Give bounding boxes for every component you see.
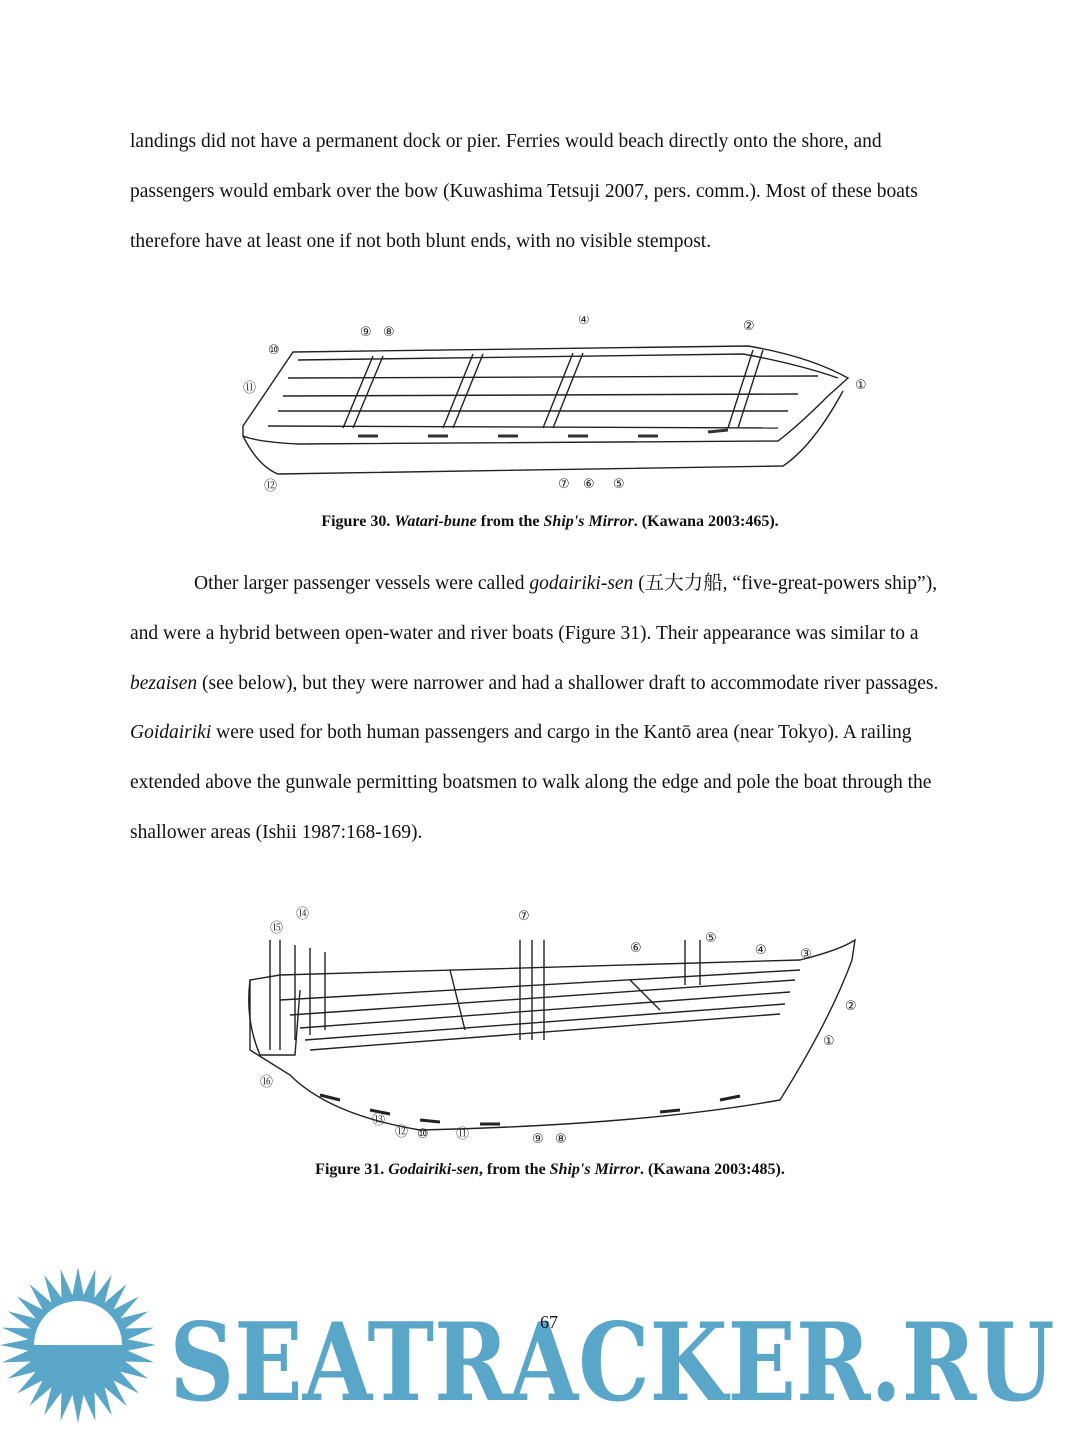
fig30-label-5: ⑤ <box>613 477 625 492</box>
fig31-label-16: ⑯ <box>260 1075 274 1090</box>
fig31-label-4: ④ <box>755 943 767 958</box>
figure-30-caption <box>0 513 1080 531</box>
figure-31-caption <box>0 1161 1080 1179</box>
seatracker-watermark <box>0 1265 1080 1425</box>
fig31-caption-2: Godairiki-sen <box>388 1161 479 1178</box>
fig30-label-1: ① <box>855 378 867 393</box>
fig31-caption-1: Figure 31. <box>315 1161 389 1178</box>
fig31-label-14: ⑭ <box>296 907 310 922</box>
fig31-label-2: ② <box>845 999 857 1014</box>
figure-31-godairiki-sen-drawing <box>240 900 870 1150</box>
p2-text-5: (see below), but they were narrower and had a shallower draft to accommodate river passages. <box>197 672 939 694</box>
figure-30-watari-bune-drawing <box>238 316 870 498</box>
fig30-label-2: ② <box>743 319 755 334</box>
p2-term-godairiki-sen: godairiki-sen <box>529 573 634 594</box>
fig30-label-7: ⑦ <box>558 477 570 492</box>
fig30-label-11: ⑪ <box>243 381 257 396</box>
fig31-label-15: ⑮ <box>270 921 284 936</box>
fig31-label-11: ⑪ <box>456 1127 470 1142</box>
fig30-label-9: ⑨ <box>360 325 372 340</box>
paragraph-2 <box>130 559 970 858</box>
p2-term-bezaisen: bezaisen <box>130 672 198 694</box>
fig31-caption-3: , from the <box>478 1161 550 1178</box>
fig30-label-10: ⑩ <box>268 343 280 358</box>
fig31-label-6-right: ⑥ <box>630 941 642 956</box>
watermark-text: SEATRACKER.RU <box>169 1300 1055 1425</box>
p2-text-3: (五大力船, “five-great-powers ship”), and were a hybrid between open-water and river boats (Figure 31). Their appearance was similar to a <box>130 573 938 644</box>
p2-term-goidairiki: Goidairiki <box>130 722 212 744</box>
fig31-label-9: ⑨ <box>532 1132 544 1147</box>
fig30-caption-1: Figure 30. <box>321 513 395 530</box>
fig31-label-13: ⑬ <box>372 1113 386 1128</box>
fig30-caption-5: . (Kawana 2003:465). <box>633 513 779 530</box>
paragraph-1: landings did not have a permanent dock or pier. Ferries would beach directly onto the shore, and passengers would embark over the bow (Kuwashima Tetsuji 2007, pers. comm.). Most of these boats therefore have at least one if not both blunt ends, with no visible stempost. <box>130 131 918 252</box>
fig30-label-6: ⑥ <box>583 477 595 492</box>
p2-text-1: Other larger passenger vessels were called <box>194 573 530 594</box>
fig30-caption-3: from the <box>476 513 544 530</box>
fig31-caption-4: Ship's Mirror <box>549 1161 640 1178</box>
sun-logo-icon <box>0 1267 156 1423</box>
fig31-label-5: ⑤ <box>705 931 717 946</box>
fig31-label-7: ⑦ <box>518 909 530 924</box>
fig31-caption-5: . (Kawana 2003:485). <box>639 1161 785 1178</box>
fig30-caption-4: Ship's Mirror <box>543 513 634 530</box>
fig30-caption-2: Watari-bune <box>394 513 477 530</box>
fig31-label-3: ③ <box>800 947 812 962</box>
fig31-label-12: ⑫ <box>395 1125 409 1140</box>
fig30-label-12: ⑫ <box>264 479 278 494</box>
fig31-label-10: ⑩ <box>417 1127 429 1142</box>
fig30-label-4: ④ <box>578 316 590 328</box>
p2-text-7: were used for both human passengers and cargo in the Kantō area (near Tokyo). A railing extended above the gunwale permitting boatsmen to walk along the edge and pole the boat through the shallower areas (Ishii 1987:168-169). <box>130 722 932 843</box>
fig31-label-1: ① <box>823 1034 835 1049</box>
page-number: 67 <box>540 1312 558 1332</box>
fig31-label-8: ⑧ <box>555 1132 567 1147</box>
fig30-label-8: ⑧ <box>383 325 395 340</box>
